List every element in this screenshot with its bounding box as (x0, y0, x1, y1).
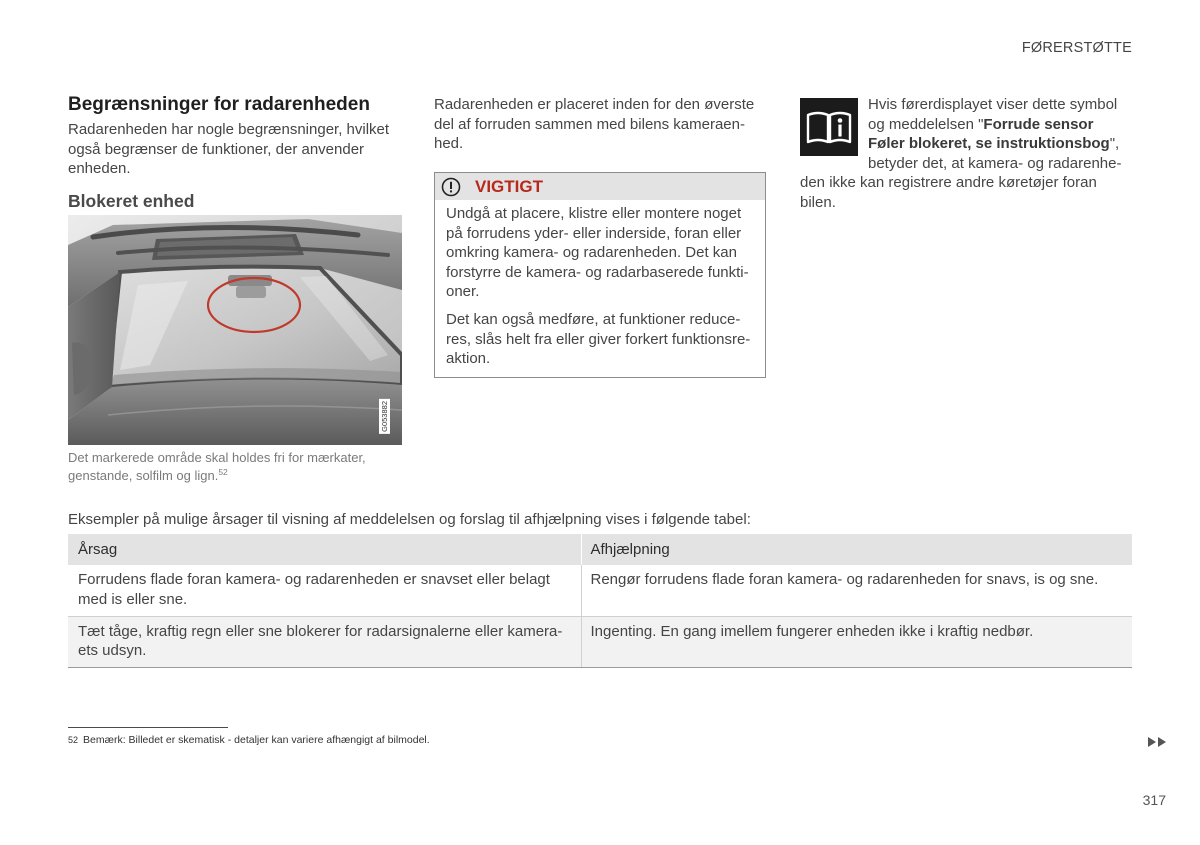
hood (68, 379, 402, 445)
remedy-cell (581, 616, 1132, 667)
remedy-cell (581, 565, 1132, 616)
text-line: enheden. (68, 160, 131, 177)
text-line (800, 115, 1132, 135)
footnote-divider (68, 727, 228, 728)
page-number: 317 (1142, 792, 1166, 808)
table-intro: Eksempler på mulige årsager til visning af meddelelsen og forslag til afhjælpning vises i følgende tabel: (68, 511, 751, 528)
footnote-text: Bemærk: Billedet er skematisk - detaljer kan variere afhængigt af bilmodel. (83, 734, 430, 746)
double-arrow-right-icon (1148, 737, 1168, 747)
important-body (435, 200, 765, 369)
text-line: res, slås helt fra eller giver forkert funktionsre- (446, 330, 751, 348)
rearview-mirror (236, 286, 266, 298)
column-header-remedy: Afhjælpning (581, 534, 1132, 565)
important-label: VIGTIGT (475, 177, 543, 196)
table-row (68, 565, 1132, 616)
section-header: FØRERSTØTTE (1021, 40, 1132, 56)
footnote-number: 52 (68, 735, 79, 745)
footnote-reference: 52 (218, 467, 228, 477)
cell-line: Forrudens flade foran kamera- og radarenheden er snavset eller belagt (78, 571, 550, 588)
text-line: Radarenheden er placeret inden for den øverste (434, 96, 755, 113)
text-line: betyder det, at kamera- og radarenhe- (868, 154, 1122, 172)
text-line: Undgå at placere, klistre eller montere noget (446, 205, 742, 222)
windshield-figure (68, 215, 402, 445)
cause-remedy-table (68, 534, 1132, 668)
important-paragraph (446, 310, 754, 369)
text-line: hed. (434, 135, 464, 152)
text-line: på forrudens yder- eller inderside, foran eller (446, 224, 742, 242)
caption-line (68, 467, 366, 485)
text-line: den ikke kan registrere andre køretøjer foran (800, 174, 1097, 191)
cell-line: med is eller sne. (78, 590, 188, 608)
text-line: Hvis førerdisplayet viser dette symbol (868, 96, 1118, 113)
important-paragraph (446, 204, 754, 302)
section-heading: Begrænsninger for radarenheden (68, 94, 370, 115)
footnote (68, 733, 430, 747)
info-note-paragraph (800, 95, 1132, 212)
intro-paragraph (68, 120, 389, 179)
subheading: Blokeret enhed (68, 191, 195, 211)
text-segment: og meddelelsen " (868, 115, 984, 133)
caption-text: genstande, solfilm og lign. (68, 468, 219, 483)
cause-cell (68, 565, 581, 616)
text-line: bilen. (800, 193, 836, 211)
important-notice (434, 172, 766, 378)
cell-line: Rengør forrudens flade foran kamera- og radarenheden for snavs, is og sne. (590, 571, 1099, 588)
text-line: forstyrre de kamera- og radarbaserede funkti- (446, 263, 749, 281)
text-line: omkring kamera- og radarenheden. Det kan (446, 244, 737, 261)
figure-caption (68, 449, 366, 485)
warning-circle-icon (441, 177, 461, 197)
text-line: del af forruden sammen med bilens kameraen- (434, 115, 745, 133)
text-line: Det kan også medføre, at funktioner reduce- (446, 311, 741, 328)
text-line: Radarenheden har nogle begrænsninger, hvilket (68, 121, 390, 138)
radar-location-paragraph (434, 95, 754, 154)
text-line (800, 134, 1132, 154)
display-message: Føler blokeret, se instruktionsbog (868, 135, 1110, 152)
cell-line: ets udsyn. (78, 642, 147, 659)
display-message: Forrude sensor (983, 115, 1094, 133)
table-row (68, 616, 1132, 667)
text-line: også begrænser de funktioner, der anvender (68, 140, 365, 158)
table-header-row (68, 534, 1132, 565)
cell-line: Ingenting. En gang imellem fungerer enheden ikke i kraftig nedbør. (590, 622, 1034, 640)
windshield-illustration (68, 215, 402, 445)
text-line: oner. (446, 283, 480, 300)
text-line: aktion. (446, 350, 491, 367)
text-segment: ", (1109, 135, 1120, 152)
cause-cell (68, 616, 581, 667)
figure-code: G053882 (380, 401, 389, 432)
column-header-cause: Årsag (68, 534, 581, 565)
important-header (435, 173, 765, 200)
caption-line: Det markerede område skal holdes fri for mærkater, (68, 450, 366, 465)
cell-line: Tæt tåge, kraftig regn eller sne blokerer for radarsignalerne eller kamera- (78, 622, 563, 640)
